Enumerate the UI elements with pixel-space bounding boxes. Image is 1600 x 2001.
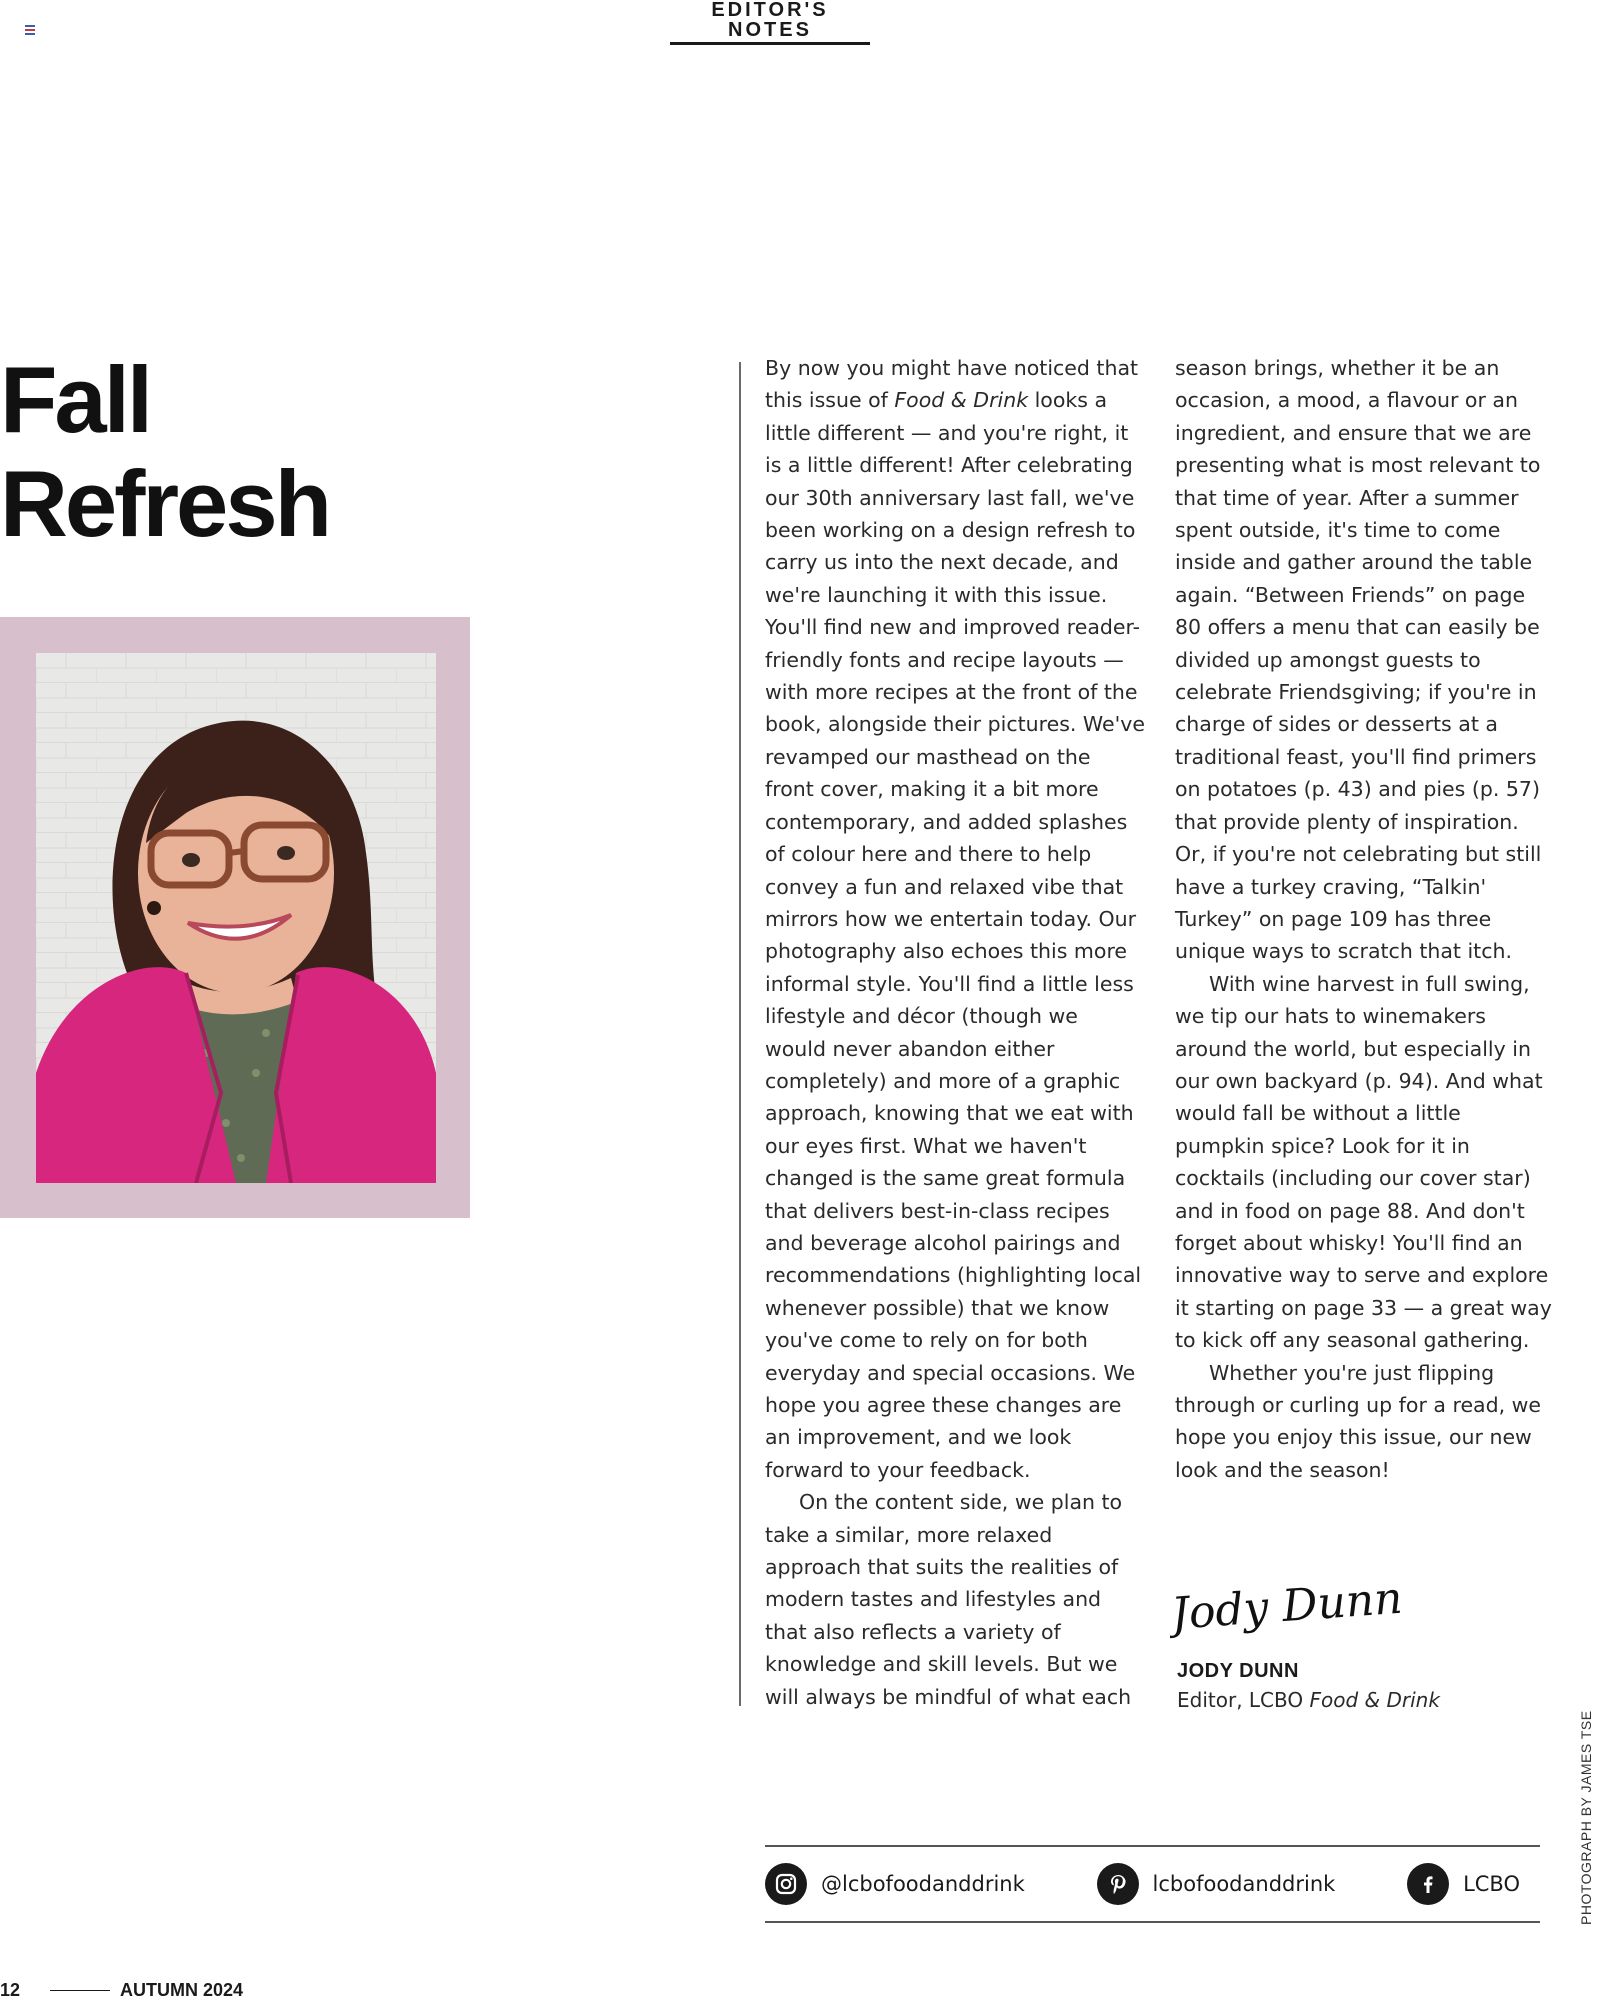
editor-photo-frame: [0, 617, 470, 1218]
instagram-icon: [765, 1863, 807, 1905]
headline-line-1: Fall: [0, 347, 150, 452]
column-divider: [739, 362, 741, 1706]
page-footer: [0, 1980, 243, 2001]
letter-paragraph-3: With wine harvest in full swing, we tip our hats to winemakers around the world, but especially in our own backyard (p. 94). And what would fall be without a little pumpkin spice? Look for it in cocktails (including our cover star) and in food on page 88. And don't forget about whisky! You'll find an innovative way to serve and explore it starting on page 33 — a great way to kick off any seasonal gathering.: [1175, 971, 1552, 1353]
letter-paragraph-1: [765, 352, 1145, 1486]
social-pinterest[interactable]: [1097, 1863, 1336, 1905]
magazine-name: Food & Drink: [894, 388, 1029, 413]
editor-portrait-photo: [36, 653, 436, 1183]
page-number: 12: [0, 1980, 21, 2000]
social-facebook[interactable]: [1407, 1863, 1520, 1905]
letter-paragraph-4: Whether you're just flipping through or curling up for a read, we hope you enjoy this issue, our new look and the season!: [1175, 1360, 1542, 1482]
footer-rule: [50, 1990, 110, 1991]
editor-name: JODY DUNN: [1177, 1660, 1299, 1682]
headline: [0, 348, 329, 556]
issue-label: AUTUMN 2024: [120, 1980, 244, 2000]
editor-letter: [765, 352, 1555, 1722]
editor-title-text: Editor, LCBO: [1177, 1688, 1310, 1712]
pinterest-handle[interactable]: lcbofoodanddrink: [1152, 1872, 1336, 1896]
signature-text: Jody Dunn: [1170, 1572, 1400, 1640]
headline-line-2: Refresh: [0, 451, 330, 556]
menu-icon[interactable]: [25, 25, 35, 35]
portrait-illustration: [36, 653, 436, 1183]
letter-paragraph-2: On the content side, we plan to take a similar, more relaxed approach that suits the realities of modern tastes and lifestyles and that also reflects a variety of knowledge and skill levels. But we will always be mindful of what each season brings, whether it be an occasion, a mood, a flavour or an ingredient, and ensure that we are presenting what is most relevant to that time of year. After a summer spent outside, it's time to come inside and gather around the table again. “Between Friends” on page 80 offers a menu that can easily be divided up amongst guests to celebrate Friendsgiving; if you're in charge of sides or desserts at a traditional feast, you'll find primers on potatoes (p. 43) and pies (p. 57) that provide plenty of inspiration. Or, if you're not celebrating but still have a turkey craving, “Talkin' Turkey” on page 109 has three unique ways to scratch that itch.: [765, 356, 1542, 1709]
facebook-icon: [1407, 1863, 1449, 1905]
photo-credit: PHOTOGRAPH BY JAMES TSE: [1578, 1710, 1594, 1925]
section-label: EDITOR'S NOTES: [670, 0, 870, 45]
instagram-handle[interactable]: @lcbofoodanddrink: [821, 1872, 1025, 1896]
social-bar: [765, 1845, 1540, 1923]
paragraph-text: looks a little different — and you're right, it is a little different! After celebrating our 30th anniversary last fall, we've been working on a design refresh to carry us into the next decade, and we're launching it with this issue. You'll find new and improved reader-friendly fonts and recipe layouts — with more recipes at the front of the book, alongside their pictures. We've revamped our masthead on the front cover, making it a bit more contemporary, and added splashes of colour here and there to help convey a fun and relaxed vibe that mirrors how we entertain today. Our photography also echoes this more informal style. You'll find a little less lifestyle and décor (though we would never abandon either completely) and more of a graphic approach, knowing that we eat with our eyes first. What we haven't changed is the same great formula that delivers best-in-class recipes and beverage alcohol pairings and recommendations (highlighting local whenever possible) that we know you've come to rely on for both everyday and special occasions. We hope you agree these changes are an improvement, and we look forward to your feedback.: [765, 388, 1145, 1482]
editor-title-magazine: Food & Drink: [1309, 1688, 1440, 1712]
paragraph-text: By now you might have noticed that this issue of: [765, 356, 1139, 413]
facebook-handle[interactable]: LCBO: [1463, 1872, 1520, 1896]
social-instagram[interactable]: [765, 1863, 1025, 1905]
editor-signature: [1170, 1560, 1400, 1660]
pinterest-icon: [1097, 1863, 1139, 1905]
editor-title: [1177, 1688, 1440, 1712]
